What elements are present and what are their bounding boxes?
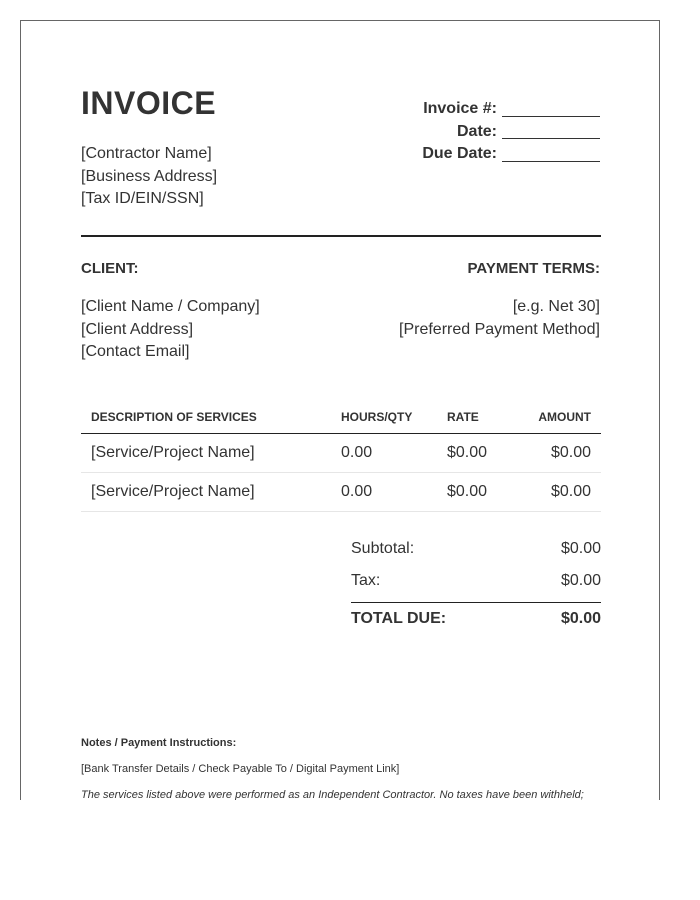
- subtotal-row: [351, 533, 601, 565]
- date-label: Date:: [456, 122, 497, 140]
- payment-terms-value: [e.g. Net 30]: [512, 298, 600, 315]
- header-amount: AMOUNT: [529, 401, 601, 434]
- table-row: [81, 473, 601, 512]
- notes-disclaimer: The services listed above were performed as an Independent Contractor. No taxes have been withheld;: [81, 789, 584, 800]
- subtotal-value: $0.00: [560, 540, 601, 557]
- client-name: [Client Name / Company]: [81, 298, 260, 315]
- client-label: CLIENT:: [81, 260, 139, 277]
- services-table: [81, 401, 601, 512]
- due-date-blank: [502, 147, 600, 162]
- date-blank: [502, 124, 600, 139]
- client-block: [81, 296, 260, 364]
- header-description: DESCRIPTION OF SERVICES: [81, 401, 341, 434]
- invoice-number-label: Invoice #:: [423, 100, 497, 117]
- table-row: [81, 434, 601, 473]
- service-hours: 0.00: [341, 473, 447, 512]
- contractor-address: [Business Address]: [81, 167, 218, 185]
- service-rate: $0.00: [447, 434, 529, 473]
- service-amount: $0.00: [529, 434, 601, 473]
- subtotal-label: Subtotal:: [351, 540, 415, 557]
- invoice-number-blank: [502, 102, 600, 117]
- invoice-title: INVOICE: [81, 85, 217, 121]
- header-hours: HOURS/QTY: [341, 401, 447, 434]
- client-email: [Contact Email]: [81, 343, 190, 360]
- tax-label: Tax:: [351, 572, 381, 589]
- header-divider: [81, 235, 601, 237]
- payment-terms-label: PAYMENT TERMS:: [467, 260, 600, 277]
- notes-title: Notes / Payment Instructions:: [81, 737, 237, 749]
- service-description: [Service/Project Name]: [81, 434, 341, 473]
- invoice-meta: [422, 98, 600, 166]
- table-header-row: [81, 401, 601, 434]
- totals-block: [351, 533, 601, 635]
- service-rate: $0.00: [447, 473, 529, 512]
- invoice-page: [20, 20, 660, 800]
- tax-row: [351, 565, 601, 597]
- service-description: [Service/Project Name]: [81, 473, 341, 512]
- header-rate: RATE: [447, 401, 529, 434]
- due-date-row: [422, 143, 600, 166]
- contractor-block: [81, 143, 217, 211]
- total-due-row: [351, 603, 601, 635]
- payment-terms-block: [399, 296, 600, 341]
- total-due-label: TOTAL DUE:: [351, 610, 447, 627]
- notes-body: [Bank Transfer Details / Check Payable To / Digital Payment Link]: [81, 763, 400, 775]
- contractor-name: [Contractor Name]: [81, 145, 212, 162]
- service-hours: 0.00: [341, 434, 447, 473]
- payment-method: [Preferred Payment Method]: [399, 320, 600, 338]
- client-address: [Client Address]: [81, 320, 194, 338]
- service-amount: $0.00: [529, 473, 601, 512]
- date-row: [422, 121, 600, 144]
- contractor-tax-id: [Tax ID/EIN/SSN]: [81, 190, 204, 207]
- due-date-label: Due Date:: [422, 145, 497, 162]
- total-due-value: $0.00: [560, 610, 601, 627]
- tax-value: $0.00: [560, 572, 601, 589]
- invoice-number-row: [422, 98, 600, 121]
